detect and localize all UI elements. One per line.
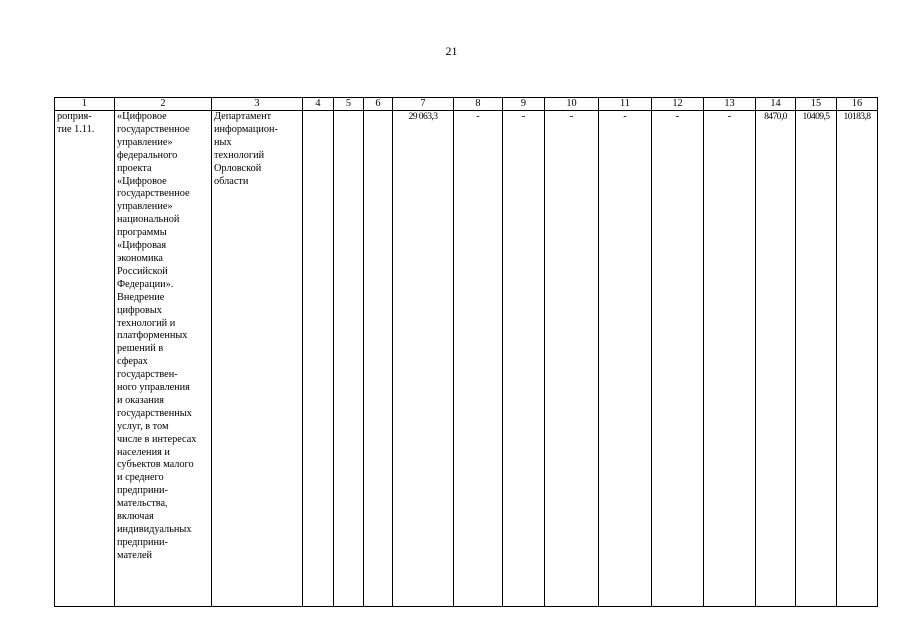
col14-amount-cell: 8470,0	[756, 111, 796, 607]
header-cell: 4	[303, 98, 334, 111]
header-cell: 6	[364, 98, 393, 111]
col12-cell: -	[652, 111, 704, 607]
header-cell: 10	[545, 98, 599, 111]
header-cell: 7	[393, 98, 454, 111]
header-cell: 13	[704, 98, 756, 111]
responsible-executor-cell: Департамент информацион- ных технологий Орловской области	[212, 111, 303, 607]
page-number: 21	[445, 44, 458, 58]
event-number-cell: роприя- тие 1.11.	[55, 111, 115, 607]
header-cell: 15	[796, 98, 837, 111]
col8-cell: -	[454, 111, 503, 607]
header-cell: 12	[652, 98, 704, 111]
total-amount-cell: 29 063,3	[393, 111, 454, 607]
header-cell: 3	[212, 98, 303, 111]
event-description-cell: «Цифровое государственное управление» федерального проекта «Цифровое государственное управление» национальной программы «Цифровая экономика Российской Федерации». Внедрение цифровых технологий и платформенных решений в сферах государствен- ного управления и оказания государственных услуг, в том числе в интересах населения и субъектов малого и среднего предприни- мательства, включая индивидуальных предприни- мателей	[115, 111, 212, 607]
col15-amount-cell: 10409,5	[796, 111, 837, 607]
col13-cell: -	[704, 111, 756, 607]
header-cell: 2	[115, 98, 212, 111]
header-cell: 8	[454, 98, 503, 111]
col5-cell	[334, 111, 364, 607]
col10-cell: -	[545, 111, 599, 607]
header-row	[55, 98, 878, 111]
col9-cell: -	[503, 111, 545, 607]
col4-cell	[303, 111, 334, 607]
header-cell: 1	[55, 98, 115, 111]
header-cell: 14	[756, 98, 796, 111]
header-cell: 5	[334, 98, 364, 111]
budget-table	[54, 97, 878, 607]
col16-amount-cell: 10183,8	[837, 111, 878, 607]
col11-cell: -	[599, 111, 652, 607]
header-cell: 9	[503, 98, 545, 111]
table-row	[55, 111, 878, 607]
header-cell: 16	[837, 98, 878, 111]
col6-cell	[364, 111, 393, 607]
header-cell: 11	[599, 98, 652, 111]
